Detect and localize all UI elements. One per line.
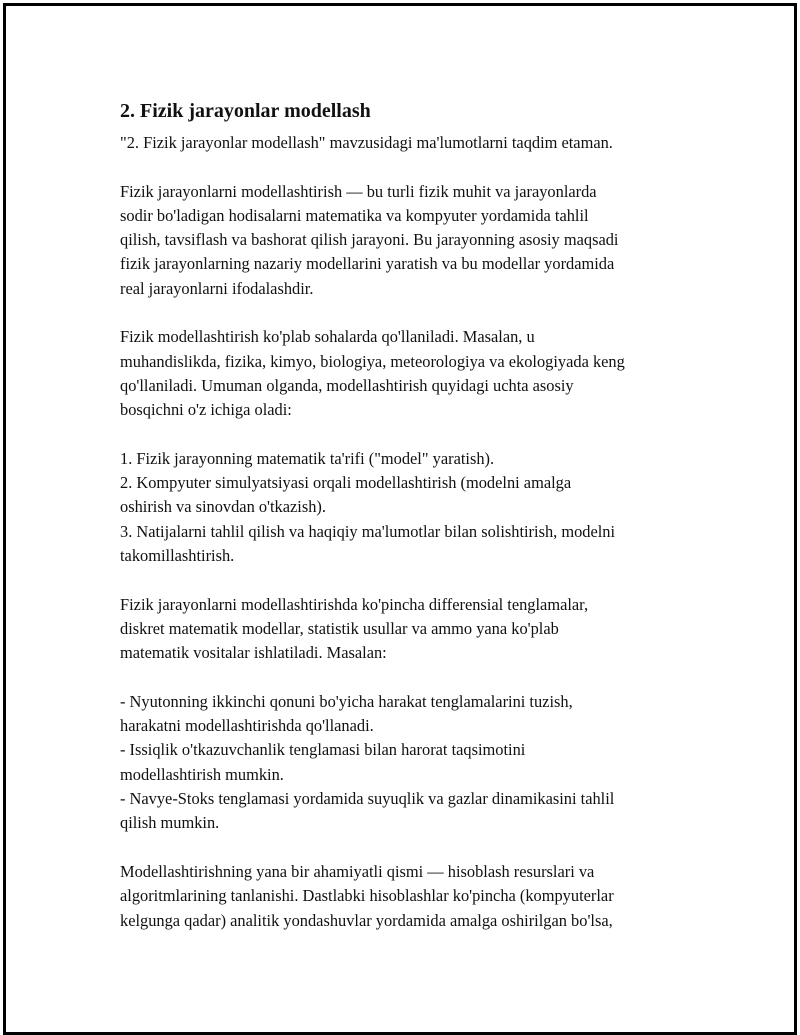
text-line: - Issiqlik o'tkazuvchanlik tenglamasi bilan harorat taqsimotini [120, 740, 526, 760]
text-line: fizik jarayonlarning nazariy modellarini yaratish va bu modellar yordamida [120, 254, 615, 274]
text-line: matematik vositalar ishlatiladi. Masalan: [120, 643, 387, 663]
text-line: Modellashtirishning yana bir ahamiyatli qismi — hisoblash resurslari va [120, 861, 595, 881]
paragraph [120, 180, 700, 301]
document-content [120, 96, 700, 957]
text-line: oshirish va sinovdan o'tkazish). [120, 497, 326, 517]
text-line: muhandislikda, fizika, kimyo, biologiya, meteorologiya va ekologiyada keng [120, 351, 625, 371]
text-line: - Navye-Stoks tenglamasi yordamida suyuqlik va gazlar dinamikasini tahlil [120, 789, 615, 809]
text-line: real jarayonlarni ifodalashdir. [120, 278, 314, 298]
text-line: 3. Natijalarni tahlil qilish va haqiqiy ma'lumotlar bilan solishtirish, modelni [120, 521, 616, 541]
document-page [3, 3, 797, 1035]
text-line: Fizik jarayonlarni modellashtirishda ko'pincha differensial tenglamalar, [120, 594, 589, 614]
text-line: bosqichni o'z ichiga oladi: [120, 400, 292, 420]
paragraph [120, 447, 700, 568]
text-line: - Nyutonning ikkinchi qonuni bo'yicha harakat tenglamalarini tuzish, [120, 691, 573, 711]
text-line: takomillashtirish. [120, 546, 235, 566]
paragraph [120, 325, 700, 422]
text-line: qilish, tavsiflash va bashorat qilish jarayoni. Bu jarayonning asosiy maqsadi [120, 230, 619, 250]
text-line: algoritmlarining tanlanishi. Dastlabki hisoblashlar ko'pincha (kompyuterlar [120, 886, 614, 906]
text-line: "2. Fizik jarayonlar modellash" mavzusidagi ma'lumotlarni taqdim etaman. [120, 133, 613, 152]
text-line: qo'llaniladi. Umuman olganda, modellashtirish quyidagi uchta asosiy [120, 375, 574, 395]
paragraph [120, 593, 700, 666]
text-line: 2. Kompyuter simulyatsiyasi orqali modellashtirish (modelni amalga [120, 473, 572, 493]
text-line: harakatni modellashtirishda qo'llanadi. [120, 716, 374, 736]
text-line: modellashtirish mumkin. [120, 764, 284, 784]
text-line: kelgunga qadar) analitik yondashuvlar yordamida amalga oshirilgan bo'lsa, [120, 910, 613, 930]
text-line: qilish mumkin. [120, 813, 220, 833]
paragraph [120, 860, 700, 933]
text-line: 1. Fizik jarayonning matematik ta'rifi ("model" yaratish). [120, 448, 495, 468]
text-line: diskret matematik modellar, statistik usullar va ammo yana ko'plab [120, 618, 559, 638]
text-line: sodir bo'ladigan hodisalarni matematika va kompyuter yordamida tahlil [120, 205, 589, 225]
document-body [120, 131, 700, 933]
document-title: 2. Fizik jarayonlar modellash [120, 100, 371, 122]
paragraph [120, 131, 700, 155]
paragraph [120, 690, 700, 836]
text-line: Fizik modellashtirish ko'plab sohalarda qo'llaniladi. Masalan, u [120, 327, 535, 347]
text-line: Fizik jarayonlarni modellashtirish — bu turli fizik muhit va jarayonlarda [120, 181, 597, 201]
